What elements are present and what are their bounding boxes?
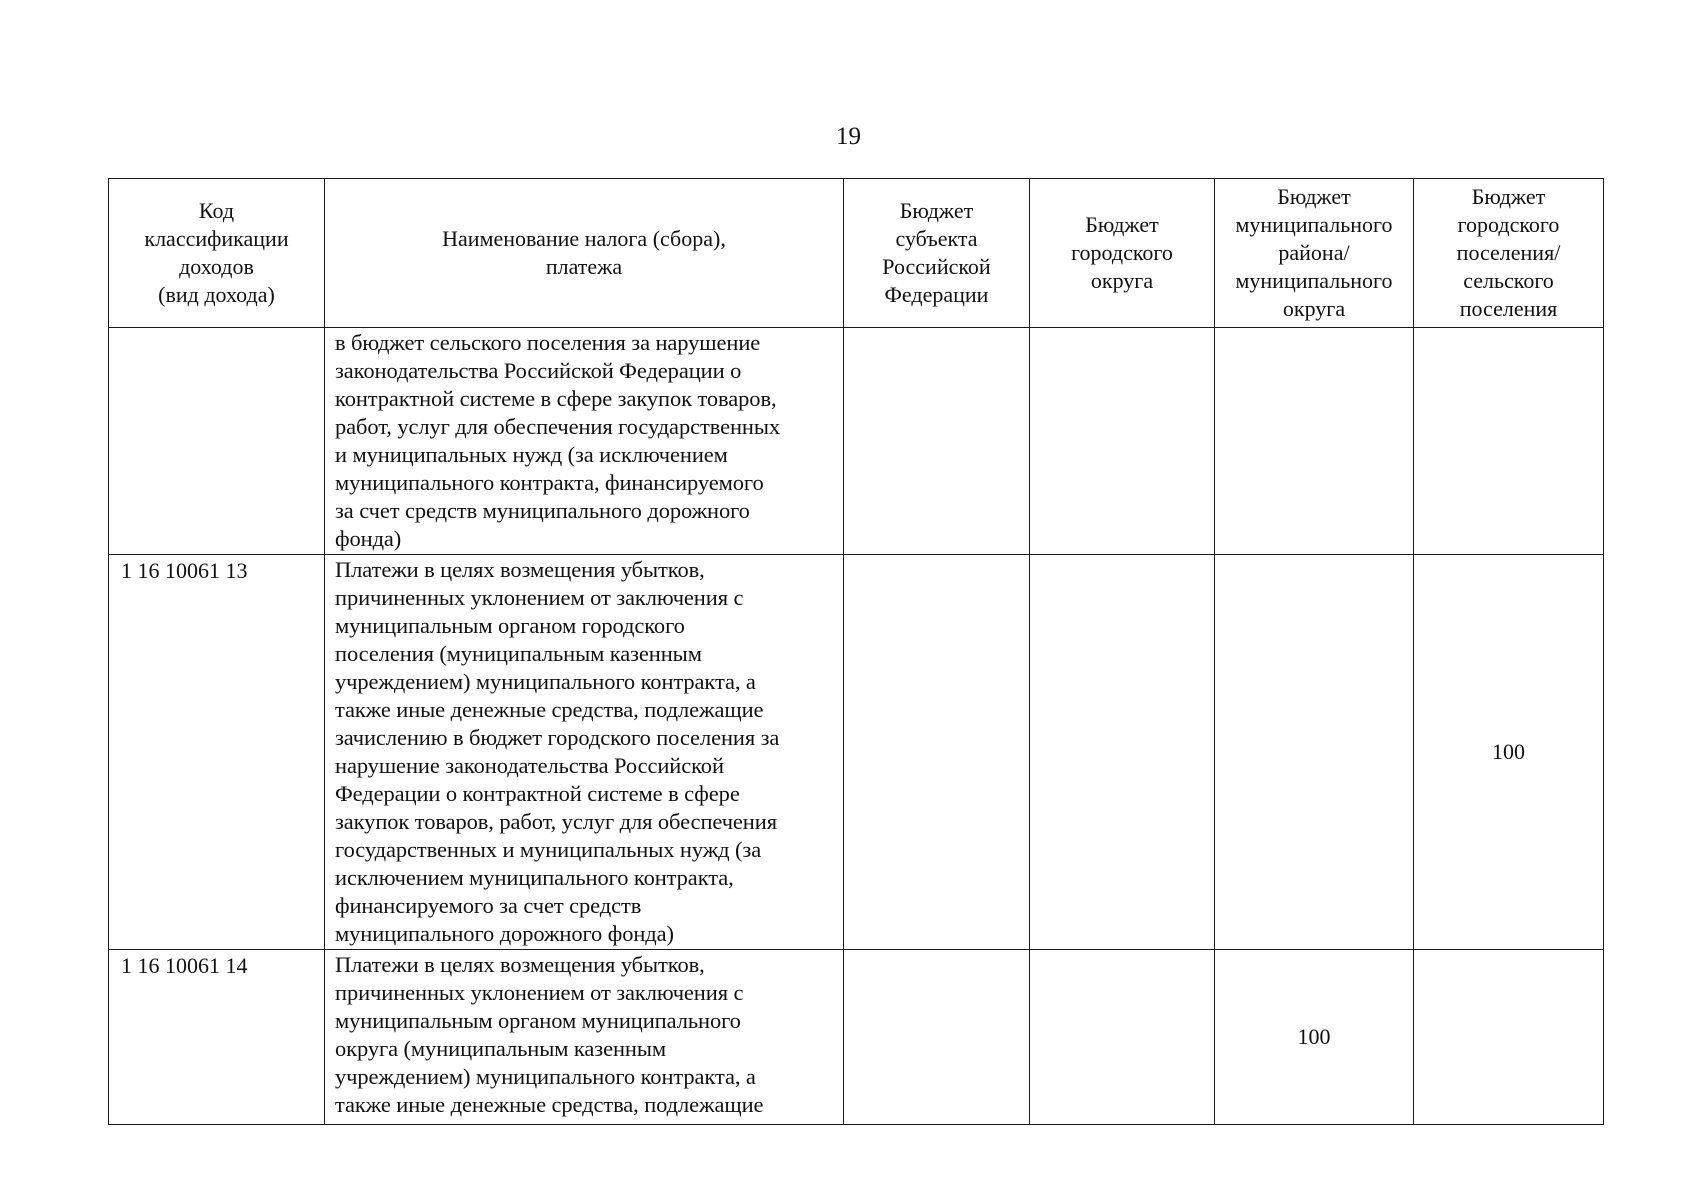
text-line: также иные денежные средства, подлежащие bbox=[335, 697, 764, 722]
text-line: контрактной системе в сфере закупок товаров, bbox=[335, 386, 777, 411]
text-line: Платежи в целях возмещения убытков, bbox=[335, 952, 705, 977]
text-line: городского bbox=[1071, 240, 1173, 265]
row-settlement-value: 100 bbox=[1414, 555, 1604, 950]
text-line: за счет средств муниципального дорожного bbox=[335, 498, 750, 523]
text-line: (вид дохода) bbox=[158, 282, 275, 307]
row-name bbox=[325, 950, 844, 1125]
row-city-district-value bbox=[1030, 328, 1215, 555]
text-line: Федерации о контрактной системе в сфере bbox=[335, 781, 740, 806]
text-line: зачислению в бюджет городского поселения за bbox=[335, 725, 780, 750]
text-line: нарушение законодательства Российской bbox=[335, 753, 724, 778]
page-number: 19 bbox=[836, 123, 861, 150]
header-municipal-district-budget bbox=[1215, 179, 1414, 328]
text-line: также иные денежные средства, подлежащие bbox=[335, 1092, 764, 1117]
row-settlement-value bbox=[1414, 950, 1604, 1125]
table-row bbox=[109, 328, 1604, 555]
text-line: субъекта bbox=[895, 226, 978, 251]
text-line: работ, услуг для обеспечения государственных bbox=[335, 414, 781, 439]
header-settlement-budget bbox=[1414, 179, 1604, 328]
row-subject-value bbox=[844, 950, 1030, 1125]
row-municipal-district-value: 100 bbox=[1215, 950, 1414, 1125]
text-line: округа (муниципальным казенным bbox=[335, 1036, 666, 1061]
row-city-district-value bbox=[1030, 555, 1215, 950]
header-name bbox=[325, 179, 844, 328]
text-line: Бюджет bbox=[899, 198, 974, 223]
text-line: классификации bbox=[144, 226, 289, 251]
text-line: муниципального контракта, финансируемого bbox=[335, 470, 764, 495]
table-row bbox=[109, 950, 1604, 1125]
text-line: Наименование налога (сбора), bbox=[442, 226, 726, 251]
row-municipal-district-value bbox=[1215, 555, 1414, 950]
text-line: района/ bbox=[1278, 240, 1350, 265]
text-line: муниципального bbox=[1235, 212, 1393, 237]
text-line: сельского bbox=[1463, 268, 1554, 293]
text-line: поселения (муниципальным казенным bbox=[335, 641, 702, 666]
row-name bbox=[325, 555, 844, 950]
row-code: 1 16 10061 13 bbox=[109, 555, 325, 950]
header-city-district-budget bbox=[1030, 179, 1215, 328]
row-city-district-value bbox=[1030, 950, 1215, 1125]
row-subject-value bbox=[844, 328, 1030, 555]
text-line: Бюджет bbox=[1085, 212, 1159, 237]
text-line: Код bbox=[198, 198, 235, 223]
text-line: законодательства Российской Федерации о bbox=[335, 358, 742, 383]
text-line: учреждением) муниципального контракта, а bbox=[335, 669, 756, 694]
table-header-row bbox=[109, 179, 1604, 328]
text-line: исключением муниципального контракта, bbox=[335, 865, 734, 890]
text-line: муниципального дорожного фонда) bbox=[335, 921, 674, 946]
text-line: государственных и муниципальных нужд (за bbox=[335, 837, 762, 862]
row-subject-value bbox=[844, 555, 1030, 950]
text-line: округа bbox=[1282, 296, 1346, 321]
row-code: 1 16 10061 14 bbox=[109, 950, 325, 1125]
text-line: финансируемого за счет средств bbox=[335, 893, 642, 918]
text-line: Российской bbox=[882, 254, 991, 279]
text-line: муниципальным органом городского bbox=[335, 613, 685, 638]
header-code bbox=[109, 179, 325, 328]
text-line: фонда) bbox=[335, 526, 402, 551]
text-line: Бюджет bbox=[1277, 184, 1351, 209]
text-line: закупок товаров, работ, услуг для обеспечения bbox=[335, 809, 777, 834]
table-row bbox=[109, 555, 1604, 950]
text-line: учреждением) муниципального контракта, а bbox=[335, 1064, 756, 1089]
text-line: причиненных уклонением от заключения с bbox=[335, 585, 744, 610]
revenue-classification-table bbox=[108, 178, 1604, 1125]
text-line: Федерации bbox=[884, 282, 989, 307]
text-line: поселения bbox=[1459, 296, 1558, 321]
row-name bbox=[325, 328, 844, 555]
row-settlement-value bbox=[1414, 328, 1604, 555]
text-line: в бюджет сельского поселения за нарушение bbox=[335, 330, 761, 355]
text-line: и муниципальных нужд (за исключением bbox=[335, 442, 728, 467]
text-line: платежа bbox=[545, 254, 623, 279]
text-line: Платежи в целях возмещения убытков, bbox=[335, 557, 705, 582]
row-code bbox=[109, 328, 325, 555]
text-line: доходов bbox=[179, 254, 254, 279]
header-subject-budget bbox=[844, 179, 1030, 328]
text-line: причиненных уклонением от заключения с bbox=[335, 980, 744, 1005]
text-line: Бюджет bbox=[1471, 184, 1546, 209]
text-line: муниципальным органом муниципального bbox=[335, 1008, 741, 1033]
text-line: поселения/ bbox=[1456, 240, 1561, 265]
text-line: муниципального bbox=[1235, 268, 1393, 293]
text-line: округа bbox=[1090, 268, 1154, 293]
row-municipal-district-value bbox=[1215, 328, 1414, 555]
text-line: городского bbox=[1457, 212, 1560, 237]
